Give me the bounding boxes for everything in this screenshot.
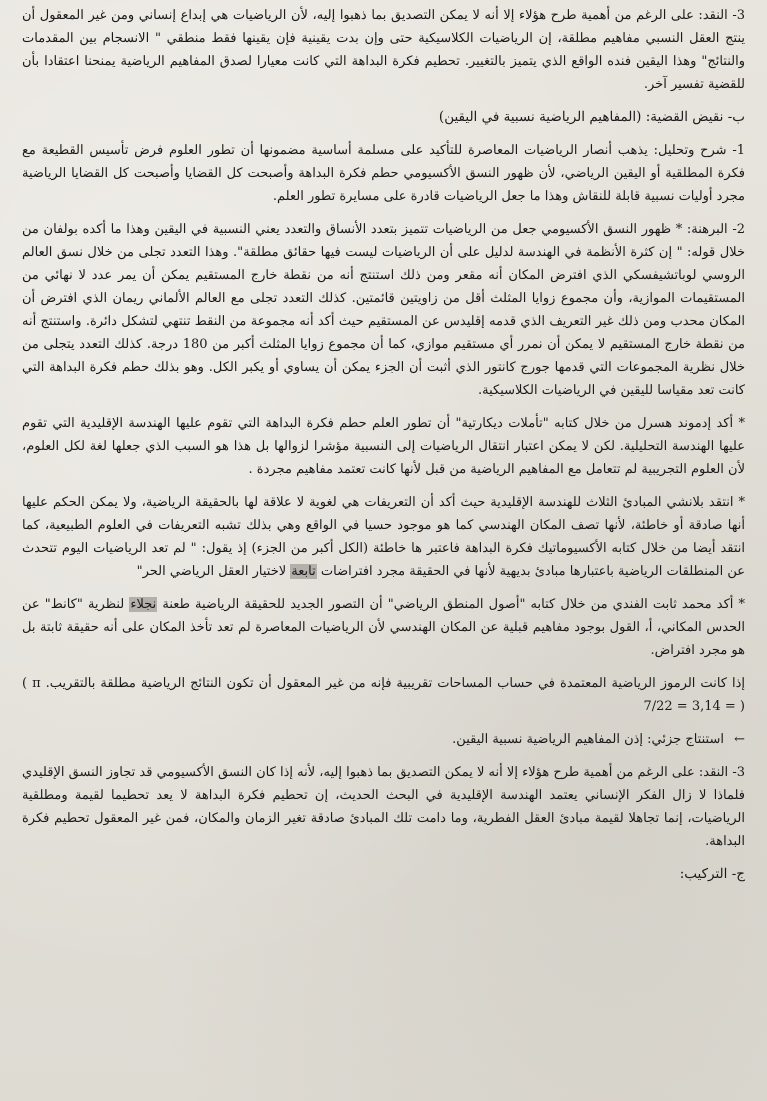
explanation-text: 1- شرح وتحليل: يذهب أنصار الرياضيات المعاصرة للتأكيد على مسلمة أساسية مضمونها أن تطور العلوم فرض تأسيس القطيعة مع فكرة المطلقية أو اليقين الرياضي، لأن ظهور النسق الأكسيومي حطم فكرة البداهة وأصبحت كل القضايا وأصبحت كل القضايا الرياضية مجرد أوليات نسبية قابلة للنقاش وهذا ما جعل الرياضيات قادرة على مسايرة تطور العلم. (22, 143, 745, 204)
fandi-text-after: لنظرية "كانط" عن الحدس المكاني، أ، القول بوجود مفاهيم قبلية عن المكان الهندسي لأن الرياضيات المعاصرة لم تعد تأخذ المكان على أنه حقيقة ثابتة بل هو مجرد افتراض. (22, 597, 745, 658)
partial-conclusion (22, 728, 745, 751)
blanche-highlight: تابعة (291, 564, 316, 579)
critique-text-2: 3- النقد: على الرغم من أهمية طرح هؤلاء إلا أنه لا يمكن التصديق بما ذهبوا إليه، لأنه إذا كان النسق الأكسيومي قد تجاوز النسق الإقليدي فلماذا لا زال الفكر الإنساني يعتمد الهندسة الإقليدية في البحث الحديث، إن تحطيم فكرة البداهة لا يعد تحطيما لقيمة ومطلقية الرياضيات، إنما تجاهلا لقيمة مبادئ العقل الفطرية، وما دامت تلك المبادئ صادقة تغير الزمان والمكان، فمن غير المعقول تحطيم فكرة البداهة. (22, 765, 745, 849)
husserl-text: * أكد إدموند هسرل من خلال كتابه "تأملات ديكارتية" أن تطور العلم حطم فكرة البداهة التي تقوم عليها الهندسة الإقليدية التي تقوم عليها الهندسة التحليلية. لكن لا يمكن اعتبار انتقال الرياضيات إلى النسبية مؤشرا لزوالها بل هذا هو السبب الذي جعلها لغة لكل العلوم، لأن العلوم التجريبية لم تتعامل مع المفاهيم الرياضية من قبل لأنها كانت تعتمد مفاهيم مجردة . (22, 416, 745, 477)
pi-formula: ( π بالتقريب. 3,14 = 7/22 = ) (22, 676, 745, 714)
fandi-text-before: * أكد محمد ثابت الفندي من خلال كتابه "أصول المنطق الرياضي" أن التصور الجديد للحقيقة الرياضية طعنة (162, 597, 745, 612)
husserl-paragraph (22, 412, 745, 481)
partial-conclusion-text: استنتاج جزئي: إذن المفاهيم الرياضية نسبية اليقين. (452, 732, 724, 747)
symbols-paragraph (22, 672, 745, 718)
symbols-text: إذا كانت الرموز الرياضية المعتمدة في حساب المساحات تقريبية فإنه من غير المعقول أن تكون النتائج الرياضية مطلقة (100, 676, 745, 691)
blanche-text-after: لاختيار العقل الرياضي الحر" (136, 564, 287, 579)
proof-label: 2- البرهنة: (686, 222, 746, 237)
proof-text: * ظهور النسق الأكسيومي جعل من الرياضيات تتميز بتعدد الأنساق والتعدد يعني النسبية في اليقين وهذا ما أكده بولفان من خلال قوله: " إن كثرة الأنظمة في الهندسة لدليل على أن الرياضيات ليست فيها حقائق مطلقة". وهذا التعدد تجلى من خلال نسق العالم الروسي لوباتشيفسكي الذي افترض المكان أنه مقعر ومن ذلك استنتج أنه من نقطة خارج المستقيم يمكن أن يمر عدد لا نهائي من المستقيمات الموازية، وأن مجموع زوايا المثلث أقل من زاويتين قائمتين. كذلك التعدد تجلى مع العالم الألماني ريمان الذي افترض أن المكان محدب ومن ذلك غير التعريف الذي قدمه إقليدس عن المستقيم حيث أكد أنه مجموعة من النقط تنتهي لتشكل دائرة. واستنتج أنه من نقطة خارج المستقيم لا يمكن أن نمرر أي مستقيم موازي، كما أن مجموع زوايا المثلث أكبر من 180 درجة. كذلك التعدد يتجلى من خلال نظرية المجموعات التي قدمها جورج كانتور الذي أثبت أن الجزء يمكن أن يساوي أو يكبر الكل. وهو بذلك حطم فكرة البداهة التي كانت تعد مقياسا لليقين في الرياضيات الكلاسيكية. (22, 222, 745, 398)
critique-text-1: 3- النقد: على الرغم من أهمية طرح هؤلاء إلا أنه لا يمكن التصديق بما ذهبوا إليه، لأن الرياضيات هي إبداع إنساني ومن غير المعقول أن ينتج العقل النسبي مفاهيم مطلقة، إن الرياضيات الكلاسيكية حتى وإن بدت يقينية فإن يقينها فقط منطقي " الانسجام بين المقدمات والنتائج" وهذا اليقين فنده الواقع الذي يتميز بالتغيير. تحطيم فكرة البداهة التي كانت معيارا لصدق المفاهيم الرياضية يمنحنا اعتقادا بأن للقضية تفسير آخر. (22, 8, 745, 92)
fandi-highlight: نجلاء (130, 597, 157, 612)
explanation-paragraph (22, 139, 745, 208)
critique-paragraph-1 (22, 4, 745, 96)
antithesis-heading (22, 106, 745, 129)
left-arrow-icon: ← (734, 732, 745, 747)
blanche-text-before: * انتقد بلانشي المبادئ الثلاث للهندسة الإقليدية حيث أكد أن التعريفات هي لغوية لا علاقة لها بالحقيقة الرياضية، ولا يمكن الحكم عليها أنها صادقة أو خاطئة، لأنها تصف المكان الهندسي كما هو موجود حسيا في الواقع وهي بذلك تشبه التعريفات في العلوم الطبيعية، كما انتقد أيضا من خلال كتابه الأكسيوماتيك فكرة البداهة فاعتبر ها خاطئة (الكل أكبر من الجزء) إذ يقول: " لم تعد الرياضيات اليوم تتحدث عن المنطلقات الرياضية باعتبارها مبادئ بديهية لأنها في الحقيقة مجرد افتراضات (22, 495, 745, 579)
proof-paragraph (22, 218, 745, 402)
synthesis-heading (22, 863, 745, 886)
antithesis-value: (المفاهيم الرياضية نسبية في اليقين) (438, 109, 642, 125)
critique-paragraph-2 (22, 761, 745, 853)
fandi-paragraph (22, 593, 745, 662)
synthesis-label: ج- التركيب: (679, 866, 745, 882)
blanche-paragraph (22, 491, 745, 583)
antithesis-label: ب- نقيض القضية: (645, 109, 745, 125)
